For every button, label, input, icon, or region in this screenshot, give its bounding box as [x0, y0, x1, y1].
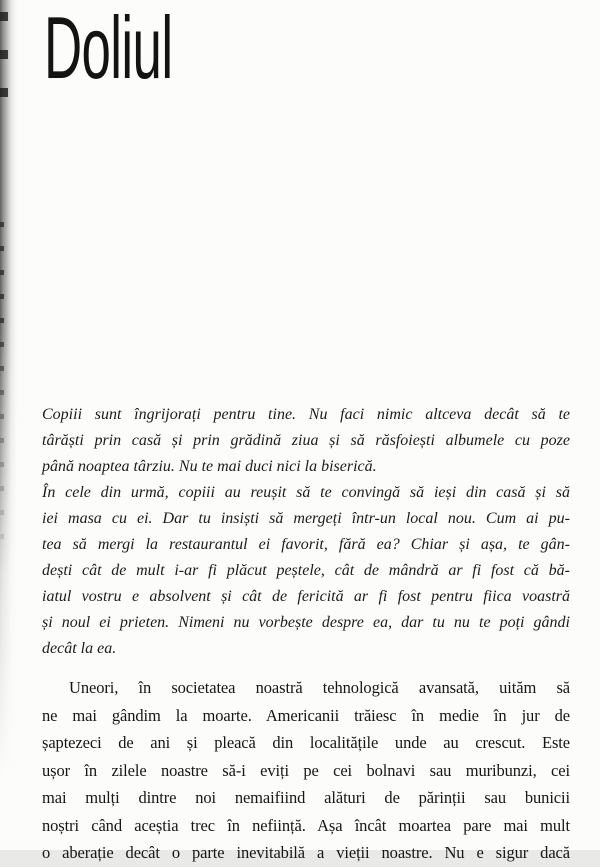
text-line: Uneori, în societatea noastră tehnologică avansată, uităm să: [69, 678, 570, 697]
text-line: o aberație decât o parte inevitabilă a vieții noastre. Nu e sigur dacă: [42, 843, 570, 862]
text-line: În cele din urmă, copiii au reușit să te convingă să ieși din casă și să: [42, 484, 570, 501]
text-line: noștri când aceștia trec în neființă. Așa încât moartea pare mai mult: [42, 815, 570, 835]
text-line: iatul vostru e absolvent și cât de fericită ar fi fost pentru fiica voastră: [42, 588, 570, 605]
text-line: Copiii sunt îngrijorați pentru tine. Nu faci nimic altceva decât să te: [42, 406, 570, 423]
text-line: și noul ei prieten. Nimeni nu vorbește despre ea, dar tu nu te poți gândi: [42, 614, 570, 631]
intro-italic-paragraphs: [42, 402, 570, 662]
text-line: ne mai gândim la moarte. Americanii trăiesc în medie în jur de: [42, 705, 570, 725]
text-line: târăști prin casă și prin grădină ziua și să răsfoiești albumele cu poze: [42, 432, 570, 449]
body-paragraph: [42, 674, 570, 867]
text-line: mai mulți dintre noi nemaifiind alături de părinții sau bunicii: [42, 788, 570, 807]
text-line: dești cât de mult i-ar fi plăcut peștele, cât de mândră ar fi fost că bă-: [42, 562, 570, 579]
chapter-title: Doliul: [44, 0, 173, 97]
text-line: până noaptea târziu. Nu te mai duci nici la biserică.: [42, 458, 377, 475]
text-line: decât la ea.: [42, 640, 117, 657]
text-line: șaptezeci de ani și pleacă din localitățile unde au crescut. Este: [42, 733, 570, 752]
text-line: tea să mergi la restaurantul ei favorit, fără ea? Chiar și așa, te gân-: [42, 536, 570, 553]
text-line: ușor în zilele noastre să-i eviți pe cei bolnavi sau muribunzi, cei: [42, 760, 570, 780]
gutter-fade: [0, 0, 22, 850]
text-line: iei masa cu ei. Dar tu insiști să mergeți într-un local nou. Cum ai pu-: [42, 510, 570, 527]
